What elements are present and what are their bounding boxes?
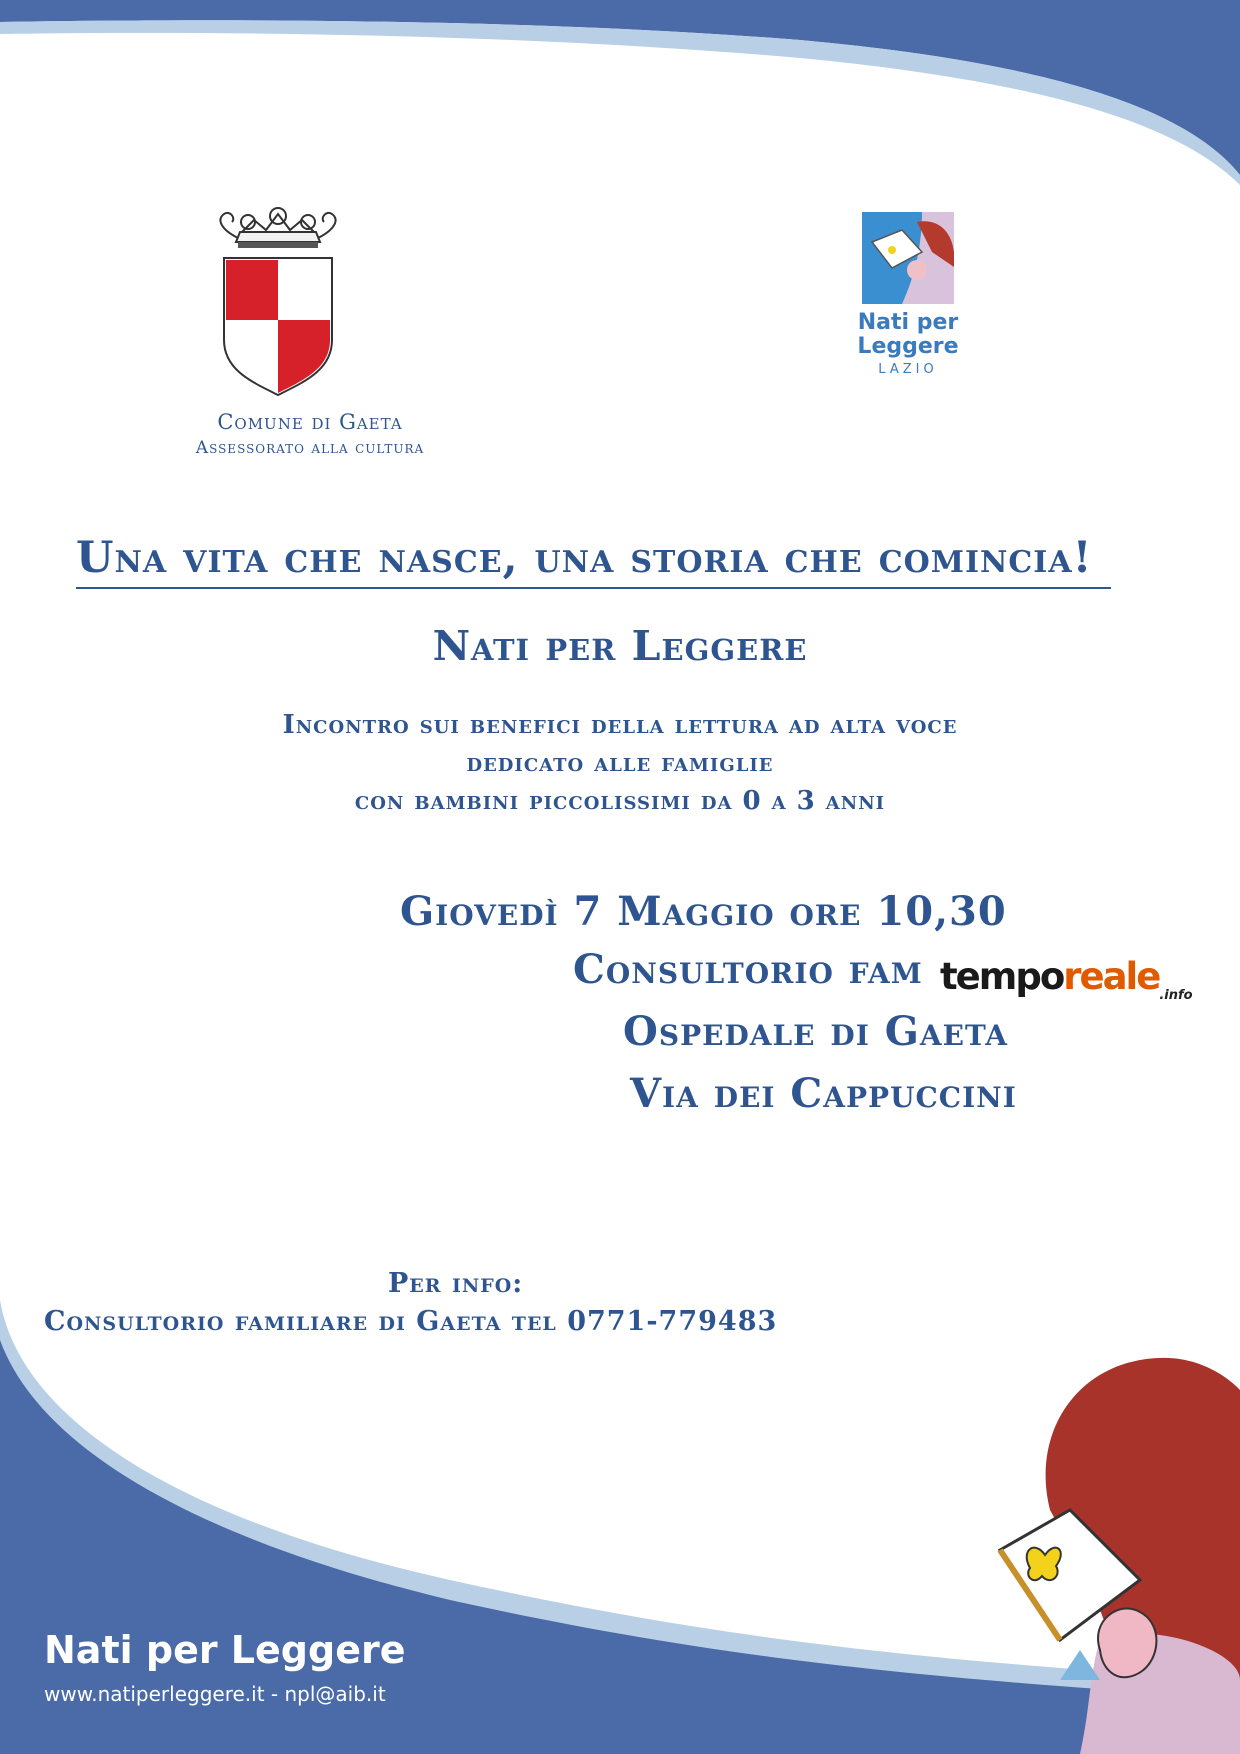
top-decorative-band: [0, 0, 1240, 260]
event-date-time: Giovedì 7 Maggio ore 10,30: [400, 888, 1007, 935]
child-reading-book-icon: [862, 212, 954, 304]
subtitle: Nati per Leggere: [432, 622, 808, 670]
event-street: Via dei Cappuccini: [630, 1070, 1017, 1117]
headline: Una vita che nasce, una storia che comincia!: [76, 533, 1111, 589]
temporeale-watermark: temporeale$_{.info}$: [940, 955, 1193, 1003]
event-venue: Consultorio fam: [573, 946, 923, 993]
description-line-1: Incontro sui benefici della lettura ad alta voce: [282, 710, 958, 740]
right-logo-region: LAZIO: [878, 362, 938, 377]
coat-of-arms-icon: [208, 200, 348, 410]
left-logo-title: Comune di Gaeta: [217, 410, 403, 434]
left-logo-subtitle: Assessorato alla cultura: [195, 438, 425, 458]
contact-label: Per info:: [388, 1268, 524, 1299]
footer-url: www.natiperleggere.it - npl@aib.it: [44, 1682, 386, 1706]
footer-brand: Nati per Leggere: [44, 1628, 406, 1672]
contact-details: Consultorio familiare di Gaeta tel 0771-779483: [44, 1306, 778, 1337]
mother-reading-book-illustration: [990, 1350, 1240, 1754]
description-line-2: dedicato alle famiglie: [466, 748, 774, 778]
event-building: Ospedale di Gaeta: [623, 1008, 1008, 1055]
right-logo-line2: Leggere: [857, 334, 959, 359]
right-logo-line1: Nati per: [857, 310, 959, 335]
description-line-3: con bambini piccolissimi da 0 a 3 anni: [354, 786, 886, 816]
